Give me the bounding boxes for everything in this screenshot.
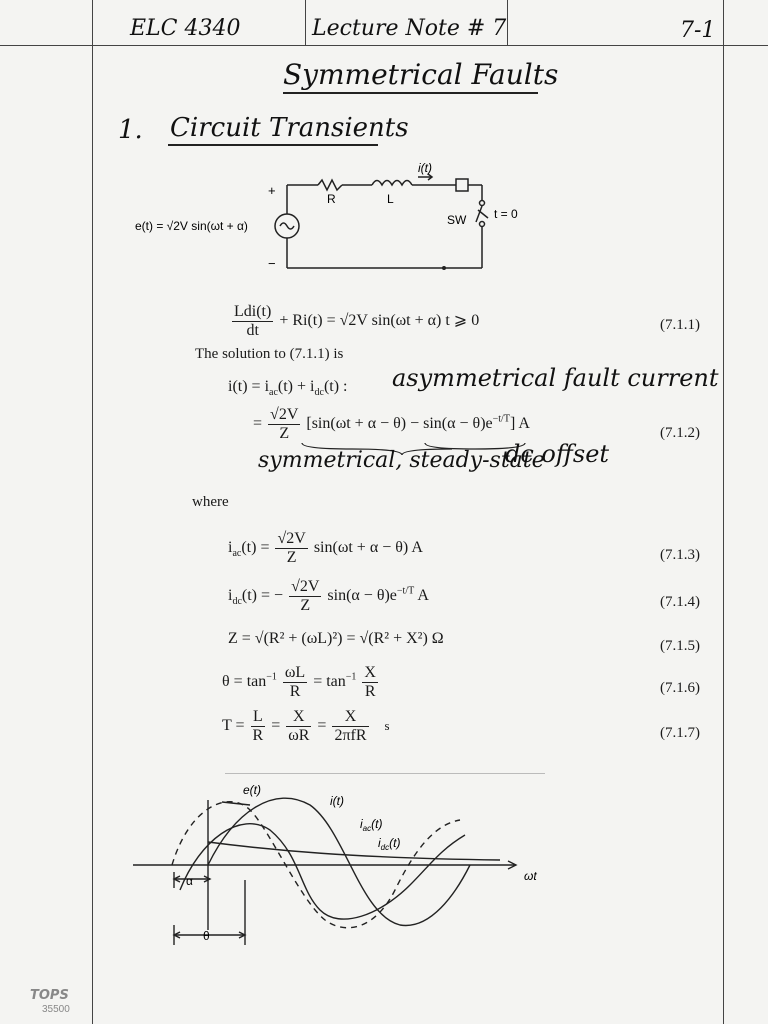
idc-label: $i_{dc}(t)$	[378, 836, 401, 852]
page-title: Symmetrical Faults	[283, 58, 559, 91]
i-label: i(t)	[330, 794, 344, 808]
breaker-box	[456, 179, 468, 191]
tops-logo: TOPS	[30, 988, 69, 1003]
eq717: T = $\frac{L}{R}$ = $\frac{X}{\omega R}$ = $\frac{X}{\text{2πfR}}$ s	[222, 708, 390, 744]
solution-intro: The solution to (7.1.1) is	[195, 346, 344, 362]
eq714: $i_{dc}(t)$ = − $\frac{√2V}{Z}$ $\sin(\alpha - \theta)e^{-t/T}$ A	[228, 578, 429, 614]
current-label: i(t)	[418, 161, 432, 175]
switch-time: t = 0	[494, 207, 518, 221]
eq711-number: (7.1.1)	[660, 317, 700, 333]
page-number: 7-1	[680, 18, 716, 43]
eq715-number: (7.1.5)	[660, 638, 700, 654]
e-label: e(t)	[243, 783, 261, 797]
eq712-line1: $i(t) = i_{ac}(t) + i_{dc}(t)$ :	[228, 378, 348, 399]
eq712-line2: = $\frac{√2V}{Z}$ $[\sin(\omega t + \alpha - \theta) - \sin(\alpha - \theta)e^{-t/T}]$ A	[253, 406, 530, 442]
inductor-label: L	[387, 192, 394, 206]
tops-code: 35500	[42, 1004, 70, 1015]
eq716: $\theta = \tan^{-1}$ $\frac{\omega L}{R}$ = $\tan^{-1}$ $\frac{X}{R}$	[222, 664, 376, 700]
inductor-symbol	[372, 181, 412, 186]
course-code: ELC 4340	[130, 16, 241, 41]
symmetrical-note: symmetrical, steady-state	[258, 448, 545, 473]
eq715: Z = √(R² + (ωL)²) = √(R² + X²) Ω	[228, 630, 444, 647]
section-heading: Circuit Transients	[170, 113, 409, 143]
lecture-title: Lecture Note # 7	[312, 16, 507, 41]
idc-waveform	[208, 842, 500, 860]
resistor-symbol	[318, 180, 342, 190]
scan-separator	[225, 773, 545, 774]
eq711-frac-num: Ldi(t)	[234, 303, 272, 320]
source-label: e(t) = √2V sin(ωt + α)	[135, 219, 248, 233]
resistor-label: R	[327, 192, 336, 206]
eq714-number: (7.1.4)	[660, 594, 700, 610]
circuit-minus: −	[268, 256, 276, 271]
circuit-diagram	[0, 0, 768, 300]
iac-waveform	[180, 824, 465, 919]
eq717-number: (7.1.7)	[660, 725, 700, 741]
eq711-rest: + Ri(t) = √2V sin(ωt + α) t ⩾ 0	[279, 311, 480, 329]
eq713-number: (7.1.3)	[660, 547, 700, 563]
where-label: where	[192, 494, 229, 510]
section-number: 1.	[118, 115, 143, 145]
alpha-label: α	[186, 874, 193, 888]
asymmetrical-note: asymmetrical fault current	[392, 364, 719, 392]
i-waveform	[208, 798, 470, 925]
iac-label: $i_{ac}(t)$	[360, 817, 383, 833]
eq712-number: (7.1.2)	[660, 425, 700, 441]
theta-label: θ	[203, 929, 210, 943]
waveform-diagram	[0, 780, 768, 980]
eq713: $i_{ac}(t)$ = $\frac{√2V}{Z}$ sin(ωt + α − θ) A	[228, 530, 423, 566]
eq716-number: (7.1.6)	[660, 680, 700, 696]
switch-blade	[476, 206, 482, 222]
switch-label: SW	[447, 213, 467, 227]
eq711-frac-den: dt	[246, 321, 259, 339]
axis-label: ωt	[524, 869, 537, 883]
dc-offset-note: dc offset	[505, 440, 610, 468]
circuit-plus: +	[268, 183, 276, 198]
